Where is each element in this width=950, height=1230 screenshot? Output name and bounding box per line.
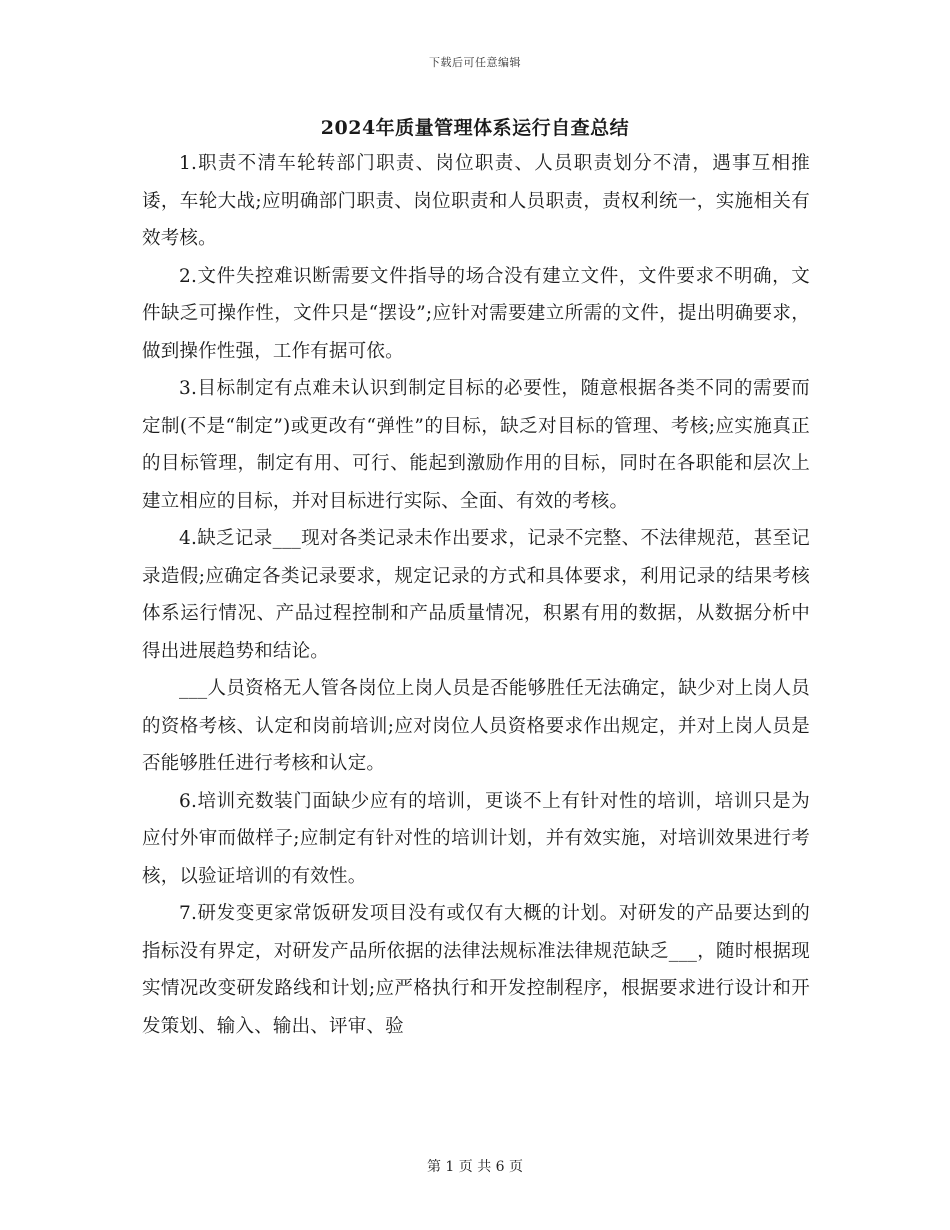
paragraph-4: 4.缺乏记录___现对各类记录未作出要求，记录不完整、不法律规范，甚至记录造假;应确定各类记录要求，规定记录的方式和具体要求，利用记录的结果考核体系运行情况、产品过程控制和产品质量情况，积累有用的数据，从数据分析中得出进展趋势和结论。 <box>142 528 810 662</box>
paragraph-3: 3.目标制定有点难未认识到制定目标的必要性，随意根据各类不同的需要而定制(不是“制定”)或更改有“弹性”的目标，缺乏对目标的管理、考核;应实施真正的目标管理，制定有用、可行、能起到激励作用的目标，同时在各职能和层次上建立相应的目标，并对目标进行实际、全面、有效的考核。 <box>142 378 810 512</box>
paragraph-7: 7.研发变更家常饭研发项目没有或仅有大概的计划。对研发的产品要达到的指标没有界定，对研发产品所依据的法律法规标准法律规范缺乏___，随时根据现实情况改变研发路线和计划;应严格执行和开发控制程序，根据要求进行设计和开发策划、输入、输出、评审、验 <box>142 903 810 1037</box>
page-header-note: 下载后可任意编辑 <box>429 56 521 69</box>
paragraph-5: ___人员资格无人管各岗位上岗人员是否能够胜任无法确定，缺少对上岗人员的资格考核、认定和岗前培训;应对岗位人员资格要求作出规定，并对上岗人员是否能够胜任进行考核和认定。 <box>142 678 810 774</box>
page-number-footer: 第 1 页 共 6 页 <box>426 1159 524 1175</box>
document-title: 2024年质量管理体系运行自查总结 <box>320 117 630 139</box>
document-body <box>142 145 810 1045</box>
paragraph-6: 6.培训充数装门面缺少应有的培训，更谈不上有针对性的培训，培训只是为应付外审而做样子;应制定有针对性的培训计划，并有效实施，对培训效果进行考核，以验证培训的有效性。 <box>142 790 810 887</box>
paragraph-2: 2.文件失控难识断需要文件指导的场合没有建立文件，文件要求不明确，文件缺乏可操作性，文件只是“摆设”;应针对需要建立所需的文件，提出明确要求，做到操作性强，工作有据可依。 <box>142 265 810 362</box>
paragraph-1: 1.职责不清车轮转部门职责、岗位职责、人员职责划分不清，遇事互相推诿，车轮大战;应明确部门职责、岗位职责和人员职责，责权利统一，实施相关有效考核。 <box>142 153 810 249</box>
